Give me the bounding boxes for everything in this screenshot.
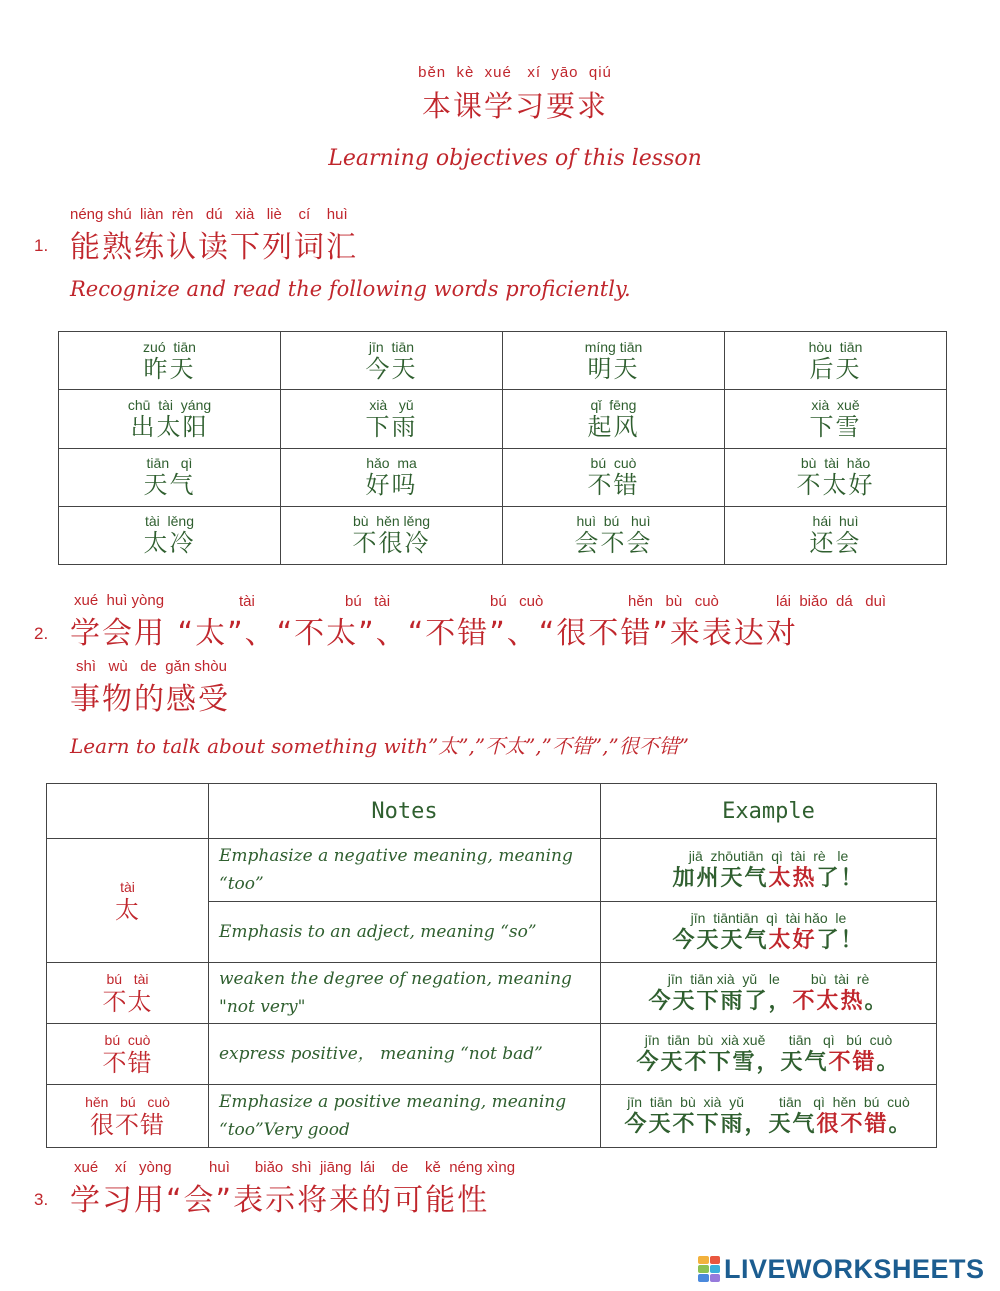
section3-number: 3.: [34, 1190, 49, 1209]
vocab-cell: [725, 332, 947, 390]
vocab-cell: [725, 448, 947, 506]
key-pinyin: tài: [120, 878, 135, 895]
section2-pinyin-5: hěn bù cuò: [628, 593, 719, 610]
section1-number: 1.: [34, 236, 49, 255]
vocab-word: 天气: [143, 471, 196, 500]
notes-table: [46, 783, 937, 1148]
note-cell: Emphasize a negative meaning, meaning “too”: [209, 839, 601, 902]
section1-heading: 能熟练认读下列词汇: [70, 230, 358, 265]
vocab-table: [58, 331, 947, 565]
vocab-cell: [725, 506, 947, 564]
vocab-cell: [59, 390, 281, 448]
key-word: 太: [115, 895, 140, 924]
table-header-row: [47, 784, 937, 839]
vocab-cell: [503, 390, 725, 448]
section2-pinyin-1: xué huì yòng: [74, 592, 165, 609]
header-notes: Notes: [209, 784, 601, 839]
table-row: [59, 448, 947, 506]
key-cell: [47, 1024, 209, 1085]
vocab-cell: [281, 448, 503, 506]
example-text: 了！: [816, 866, 865, 891]
vocab-pinyin: zuó tiān: [143, 338, 196, 355]
example-highlight: 太热: [768, 866, 817, 891]
key-cell: [47, 839, 209, 963]
section3-heading: 学习用“会”表示将来的可能性: [70, 1183, 490, 1218]
vocab-cell: [503, 506, 725, 564]
note-cell: weaken the degree of negation, meaning "not very": [209, 963, 601, 1024]
example-pinyin: jīn tiān bù xià yǔ tiān qì hěn bú cuò: [627, 1094, 910, 1110]
section2-english: Learn to talk about something with”太”,”不太”,”不错”,”很不错”: [70, 734, 689, 758]
example-cell: [601, 902, 937, 963]
example-highlight: 很不错: [816, 1112, 889, 1137]
vocab-pinyin: tiān qì: [146, 455, 193, 472]
section2-heading-line1: 学会用 “太”、“不太”、“不错”、“很不错”来表达对: [70, 616, 798, 651]
vocab-pinyin: huì bú huì: [576, 513, 651, 530]
section2-pinyin-line2: shì wù de gǎn shòu: [76, 658, 227, 675]
vocab-pinyin: hǎo ma: [366, 455, 417, 472]
note-cell: Emphasis to an adject, meaning “so”: [209, 902, 601, 963]
vocab-word: 昨天: [143, 354, 196, 383]
logo-square: [698, 1256, 709, 1264]
vocab-word: 下雨: [365, 412, 418, 441]
vocab-pinyin: xià yǔ: [369, 396, 414, 413]
vocab-cell: [281, 506, 503, 564]
vocab-word: 出太阳: [130, 412, 209, 441]
vocab-word: 今天: [365, 354, 418, 383]
section1-english: Recognize and read the following words proficiently.: [70, 277, 631, 301]
example-text: 了！: [816, 928, 865, 953]
section2-pinyin-3: bú tài: [345, 593, 391, 610]
example-cell: [601, 1024, 937, 1085]
example-pinyin: jīn tiāntiān qì tài hǎo le: [690, 910, 847, 926]
example-pinyin: jīn tiān bù xià xuě tiān qì bú cuò: [644, 1032, 893, 1048]
key-pinyin: hěn bú cuò: [85, 1094, 170, 1110]
vocab-pinyin: qǐ fēng: [590, 396, 637, 413]
vocab-pinyin: jīn tiān: [368, 338, 415, 355]
vocab-word: 不太好: [796, 471, 875, 500]
example-cell: [601, 1085, 937, 1148]
example-text: 今天不下雪，天气: [636, 1050, 829, 1075]
vocab-word: 起风: [587, 412, 640, 441]
example-highlight: 太好: [768, 928, 817, 953]
vocab-word: 好吗: [365, 471, 418, 500]
vocab-pinyin: hòu tiān: [808, 338, 863, 355]
vocab-word: 会不会: [574, 529, 653, 558]
vocab-cell: [503, 332, 725, 390]
header-example: Example: [601, 784, 937, 839]
key-cell: [47, 963, 209, 1024]
logo-square: [710, 1274, 721, 1282]
table-row: [47, 1085, 937, 1148]
example-cell: [601, 839, 937, 902]
vocab-cell: [725, 390, 947, 448]
example-pinyin: jīn tiān xià yǔ le bù tài rè: [667, 971, 870, 987]
logo-square: [698, 1274, 709, 1282]
example-text: 。: [876, 1050, 901, 1075]
example-text: 今天下雨了，: [648, 989, 793, 1014]
vocab-cell: [503, 448, 725, 506]
table-row: [47, 963, 937, 1024]
example-sentence: [601, 1111, 936, 1139]
logo-icon: [698, 1256, 720, 1282]
section1-pinyin: néng shú liàn rèn dú xià liè cí huì: [70, 206, 348, 223]
key-word: 不太: [102, 988, 153, 1016]
example-highlight: 不太热: [792, 989, 865, 1014]
table-row: [59, 390, 947, 448]
page-subtitle: Learning objectives of this lesson: [328, 146, 702, 171]
vocab-pinyin: bú cuò: [590, 455, 637, 472]
example-text: 今天天气: [672, 928, 769, 953]
example-pinyin: jiā zhōutiān qì tài rè le: [688, 848, 849, 864]
example-sentence: [601, 1049, 936, 1077]
key-pinyin: bú cuò: [104, 1032, 151, 1048]
page-title: 本课学习要求: [421, 89, 608, 123]
vocab-pinyin: bù hěn lěng: [352, 513, 431, 530]
example-highlight: 不错: [828, 1050, 877, 1075]
example-sentence: [601, 865, 936, 893]
table-row: [47, 839, 937, 902]
section2-number: 2.: [34, 624, 49, 643]
liveworksheets-logo[interactable]: [698, 1254, 985, 1284]
key-word: 很不错: [90, 1111, 165, 1139]
example-text: 今天不下雨，天气: [624, 1112, 817, 1137]
vocab-word: 后天: [809, 354, 862, 383]
section2-pinyin-2: tài: [239, 593, 255, 610]
vocab-cell: [59, 448, 281, 506]
vocab-pinyin: míng tiān: [584, 338, 643, 355]
vocab-pinyin: bù tài hǎo: [800, 455, 871, 472]
vocab-word: 太冷: [143, 529, 196, 558]
example-cell: [601, 963, 937, 1024]
vocab-word: 明天: [587, 354, 640, 383]
section2-pinyin-4: bú cuò: [490, 593, 544, 610]
vocab-pinyin: chū tài yáng: [127, 396, 212, 413]
table-row: [47, 1024, 937, 1085]
vocab-cell: [59, 332, 281, 390]
key-pinyin: bú tài: [106, 971, 149, 987]
vocab-pinyin: hái huì: [812, 513, 859, 530]
key-cell: [47, 1085, 209, 1148]
vocab-cell: [59, 506, 281, 564]
logo-square: [698, 1265, 709, 1273]
key-word: 不错: [102, 1049, 153, 1077]
logo-text: LIVEWORKSHEETS: [724, 1253, 985, 1284]
example-text: 。: [888, 1112, 913, 1137]
vocab-word: 不错: [587, 471, 640, 500]
section3-pinyin: xué xí yòng huì biǎo shì jiāng lái de kě néng xìng: [74, 1159, 516, 1176]
example-sentence: [601, 927, 936, 955]
vocab-pinyin: xià xuě: [811, 396, 860, 413]
vocab-word: 还会: [809, 529, 862, 558]
header-empty: [47, 784, 209, 839]
vocab-word: 下雪: [809, 412, 862, 441]
title-pinyin: běn kè xué xí yāo qiú: [418, 64, 612, 81]
table-row: [59, 506, 947, 564]
note-cell: Emphasize a positive meaning, meaning “too”Very good: [209, 1085, 601, 1148]
example-text: 加州天气: [672, 866, 769, 891]
example-text: 。: [864, 989, 889, 1014]
section2-heading-line2: 事物的感受: [70, 682, 230, 717]
logo-square: [710, 1265, 721, 1273]
table-row: [59, 332, 947, 390]
note-cell: express positive， meaning “not bad”: [209, 1024, 601, 1085]
vocab-pinyin: tài lěng: [144, 513, 195, 530]
logo-square: [710, 1256, 721, 1264]
section2-pinyin-6: lái biǎo dá duì: [776, 593, 887, 610]
example-sentence: [601, 988, 936, 1016]
vocab-cell: [281, 332, 503, 390]
vocab-cell: [281, 390, 503, 448]
vocab-word: 不很冷: [352, 529, 431, 558]
